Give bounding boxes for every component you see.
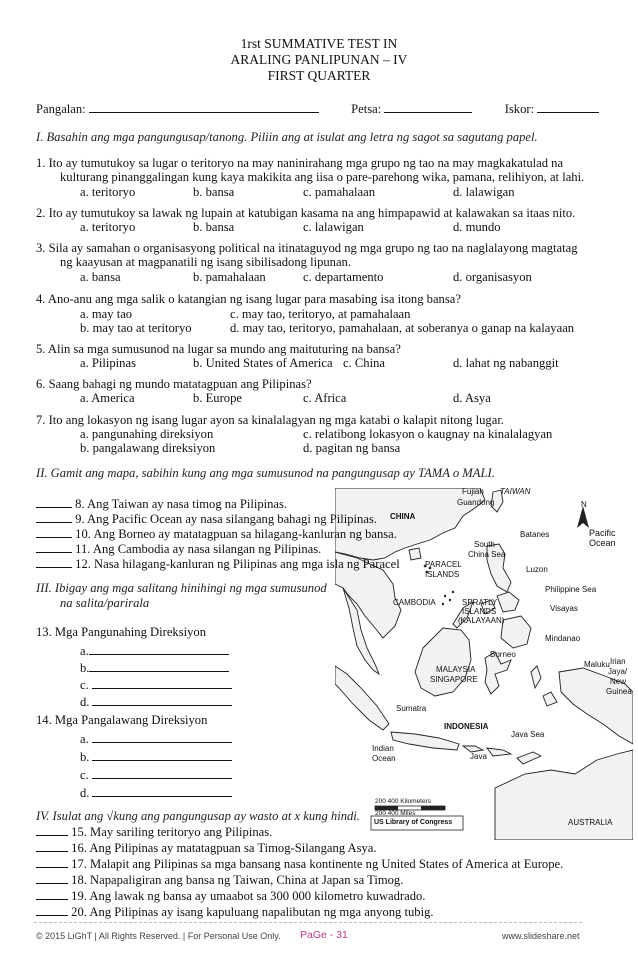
q1-text-2: kulturang pinanggalingan kung kaya makikita ang iisa o pare-parehong wika, pamana, relihiyon, at lahi. — [60, 170, 585, 184]
q6-option-c: c. Africa — [303, 391, 347, 405]
q13-d-field[interactable] — [92, 694, 232, 706]
q5-option-a: a. Pilipinas — [80, 356, 136, 370]
q6-option-d: d. Asya — [453, 391, 491, 405]
map-label-south: South — [474, 540, 495, 549]
map-label-new: New — [610, 677, 627, 686]
answer-blank-11[interactable] — [36, 541, 72, 553]
q14-title: 14. Mga Pangalawang Direksiyon — [36, 713, 208, 727]
check-blank-19[interactable] — [36, 888, 68, 900]
map-label-kalayaan: (KALAYAAN) — [458, 616, 505, 625]
map-label-luzon: Luzon — [526, 565, 548, 574]
q2-text-1: 2. Ito ay tumutukoy sa lawak ng lupain at katubigan kasama na ang himpapawid at kalawakan sa itaas nito. — [36, 206, 576, 220]
q4-text-1: 4. Ano-anu ang mga salik o katangian ng isang lugar para masabing isa itong bansa? — [36, 292, 461, 306]
map-label-maluku: Maluku — [584, 660, 610, 669]
list-item: 20. Ang Pilipinas ay isang kapuluang napalibutan ng mga anyong tubig. — [36, 904, 434, 920]
q13-c-field[interactable] — [92, 677, 232, 689]
map-label-australia: AUSTRALIA — [568, 818, 613, 827]
part1-instruction: I. Basahin ang mga pangungusap/tanong. Piliin ang at isulat ang letra ng sagot sa sagutang papel. — [36, 130, 538, 144]
q13-a: a. — [80, 643, 229, 659]
part3-instruction-1: III. Ibigay ang mga salitang hinihingi ng mga sumusunod — [36, 581, 327, 595]
map-label-java-sea: Java Sea — [511, 730, 545, 739]
map-scale-km: 200 400 Kilometers — [375, 798, 432, 805]
map-label-java: Java — [470, 752, 487, 761]
q14-d-field[interactable] — [92, 785, 232, 797]
list-item: 11. Ang Cambodia ay nasa silangan ng Pilipinas. — [36, 541, 321, 557]
date-label: Petsa: — [351, 102, 382, 116]
map-label-indian-ocean: Ocean — [372, 754, 396, 763]
map-label-indian: Indian — [372, 744, 394, 753]
q6-option-b: b. Europe — [193, 391, 242, 405]
list-item: 10. Ang Borneo ay matatagpuan sa hilagang-kanluran ng bansa. — [36, 526, 397, 542]
title-line-3: FIRST QUARTER — [267, 68, 371, 83]
q1-option-c: c. pamahalaan — [303, 185, 376, 199]
q2-option-a: a. teritoryo — [80, 220, 136, 234]
q4-option-a: a. may tao — [80, 307, 133, 321]
name-label: Pangalan: — [36, 102, 86, 116]
footer-site-link[interactable]: www.slideshare.net — [502, 931, 580, 941]
q7-option-b: b. pangalawang direksiyon — [80, 441, 216, 455]
check-blank-15[interactable] — [36, 824, 68, 836]
q13-c: c. — [80, 677, 232, 693]
map-label-fujian: Fujian — [462, 487, 484, 496]
map-north-label: N — [581, 500, 587, 509]
q4-option-d: d. may tao, teritoryo, pamahalaan, at soberanya o ganap na kalayaan — [230, 321, 575, 335]
part3-instruction-2: na salita/parirala — [60, 596, 150, 610]
q2-option-d: d. mundo — [453, 220, 501, 234]
map-label-guandong: Guandong — [457, 498, 495, 507]
map-label-irian: Irian — [610, 657, 626, 666]
list-item: 8. Ang Taiwan ay nasa timog na Pilipinas. — [36, 496, 287, 512]
map-label-spratly: SPRATLY — [462, 598, 498, 607]
q7-text-1: 7. Ito ang lokasyon ng isang lugar ayon sa kinalalagyan ng mga katabi o kalapit nitong lugar. — [36, 413, 504, 427]
score-label: Iskor: — [504, 102, 535, 116]
list-item: 9. Ang Pacific Ocean ay nasa silangang bahagi ng Pilipinas. — [36, 511, 377, 527]
footer-divider — [34, 922, 582, 923]
check-blank-18[interactable] — [36, 872, 68, 884]
q14-a-field[interactable] — [92, 731, 232, 743]
map-label-malaysia: MALAYSIA — [436, 665, 476, 674]
q13-d: d. — [80, 694, 232, 710]
map-label-jaya: Jaya/ — [608, 667, 628, 676]
list-item: 15. May sariling teritoryo ang Pilipinas. — [36, 824, 272, 840]
map-label-mindanao: Mindanao — [545, 634, 581, 643]
list-item: 17. Malapit ang Pilipinas sa mga bansang nasa kontinente ng United States of America at Europe. — [36, 856, 563, 872]
q7-option-a: a. pangunahing direksiyon — [80, 427, 214, 441]
map-label-china-sea: China Sea — [468, 550, 506, 559]
q3-option-d: d. organisasyon — [453, 270, 532, 284]
q14-c-field[interactable] — [92, 767, 232, 779]
q5-option-d: d. lahat ng nabanggit — [453, 356, 559, 370]
map-label-borneo: Borneo — [490, 650, 516, 659]
list-item: 16. Ang Pilipinas ay matatagpuan sa Timog-Silangang Asya. — [36, 840, 377, 856]
q14-c: c. — [80, 767, 232, 783]
date-field[interactable] — [384, 101, 472, 113]
list-item: 18. Napapaligiran ang bansa ng Taiwan, China at Japan sa Timog. — [36, 872, 403, 888]
q5-option-b: b. United States of America — [193, 356, 333, 370]
q1-option-b: b. bansa — [193, 185, 235, 199]
q5-text-1: 5. Alin sa mga sumusunod na lugar sa mundo ang maituturing na bansa? — [36, 342, 401, 356]
title-line-2: ARALING PANLIPUNAN – IV — [230, 52, 408, 67]
answer-blank-9[interactable] — [36, 511, 72, 523]
map-label-islands-2: ISLANDS — [462, 607, 497, 616]
answer-blank-12[interactable] — [36, 556, 72, 568]
q1-option-d: d. lalawigan — [453, 185, 515, 199]
answer-blank-8[interactable] — [36, 496, 72, 508]
map-label-pacific: Pacific — [589, 528, 616, 538]
footer-copyright: © 2015 LiGhT | All Rights Reserved. | For Personal Use Only. — [36, 931, 281, 941]
part2-instruction: II. Gamit ang mapa, sabihin kung ang mga sumusunod na pangungusap ay TAMA o MALI. — [36, 466, 495, 480]
map-credit: US Library of Congress — [374, 819, 453, 826]
q3-option-b: b. pamahalaan — [193, 270, 266, 284]
q3-text-2: ng kaayusan at magpanatili ng isang sibilisadong lipunan. — [60, 255, 352, 269]
map-label-visayas: Visayas — [550, 604, 578, 613]
q3-option-a: a. bansa — [80, 270, 121, 284]
q6-option-a: a. America — [80, 391, 135, 405]
score-field[interactable] — [537, 101, 599, 113]
map-label-guinea: Guinea — [606, 687, 632, 696]
q7-option-c: c. relatibong lokasyon o kaugnay na kinalalagyan — [303, 427, 553, 441]
q4-option-c: c. may tao, teritoryo, at pamahalaan — [230, 307, 411, 321]
q13-b: b. — [80, 660, 229, 676]
list-item: 19. Ang lawak ng bansa ay umaabot sa 300 000 kilometro kuwadrado. — [36, 888, 425, 904]
q14-b-field[interactable] — [92, 749, 232, 761]
map-label-sumatra: Sumatra — [396, 704, 427, 713]
info-row — [36, 101, 599, 117]
q5-option-c: c. China — [343, 356, 385, 370]
q6-text-1: 6. Saang bahagi ng mundo matatagpuan ang Pilipinas? — [36, 377, 312, 391]
map-label-islands: ISLANDS — [425, 570, 460, 579]
q13-title: 13. Mga Pangunahing Direksiyon — [36, 625, 206, 639]
q7-option-d: d. pagitan ng bansa — [303, 441, 401, 455]
check-blank-20[interactable] — [36, 904, 68, 916]
q14-a: a. — [80, 731, 232, 747]
q1-option-a: a. teritoryo — [80, 185, 136, 199]
list-item: 12. Nasa hilagang-kanluran ng Pilipinas ang mga isla ng Paracel — [36, 556, 400, 572]
q13-a-field[interactable] — [89, 643, 229, 655]
answer-blank-10[interactable] — [36, 526, 72, 538]
map-label-ocean: Ocean — [589, 538, 616, 548]
q2-option-c: c. lalawigan — [303, 220, 364, 234]
map-label-batanes: Batanes — [520, 530, 550, 539]
part4-instruction: IV. Isulat ang √kung ang pangungusap ay wasto at x kung hindi. — [36, 809, 360, 823]
q2-option-b: b. bansa — [193, 220, 235, 234]
title-line-1: 1rst SUMMATIVE TEST IN — [240, 36, 398, 51]
map-label-indonesia: INDONESIA — [444, 722, 489, 731]
map-label-china: CHINA — [390, 512, 416, 521]
map-label-cambodia: CAMBODIA — [393, 598, 436, 607]
q13-b-field[interactable] — [89, 660, 229, 672]
check-blank-17[interactable] — [36, 856, 68, 868]
q3-text-1: 3. Sila ay samahan o organisasyong political na itinataguyod ng mga grupo ng tao na naglalayong magtatag — [36, 241, 578, 255]
map-label-philippine-sea: Philippine Sea — [545, 585, 597, 594]
map-label-taiwan: TAIWAN — [500, 487, 531, 496]
q3-option-c: c. departamento — [303, 270, 384, 284]
footer-page-number: PaGe - 31 — [300, 929, 348, 941]
q14-b: b. — [80, 749, 232, 765]
q4-option-b: b. may tao at teritoryo — [80, 321, 192, 335]
q1-text-1: 1. Ito ay tumutukoy sa lugar o teritoryo na may naninirahang mga grupo ng tao na may magkakatulad na — [36, 156, 564, 170]
check-blank-16[interactable] — [36, 840, 68, 852]
map-label-paracel: PARACEL — [425, 560, 462, 569]
map-scale-mi: 200 400 Miles — [375, 810, 416, 817]
name-field[interactable] — [89, 101, 319, 113]
map-label-singapore: SINGAPORE — [430, 675, 478, 684]
q14-d: d. — [80, 785, 232, 801]
